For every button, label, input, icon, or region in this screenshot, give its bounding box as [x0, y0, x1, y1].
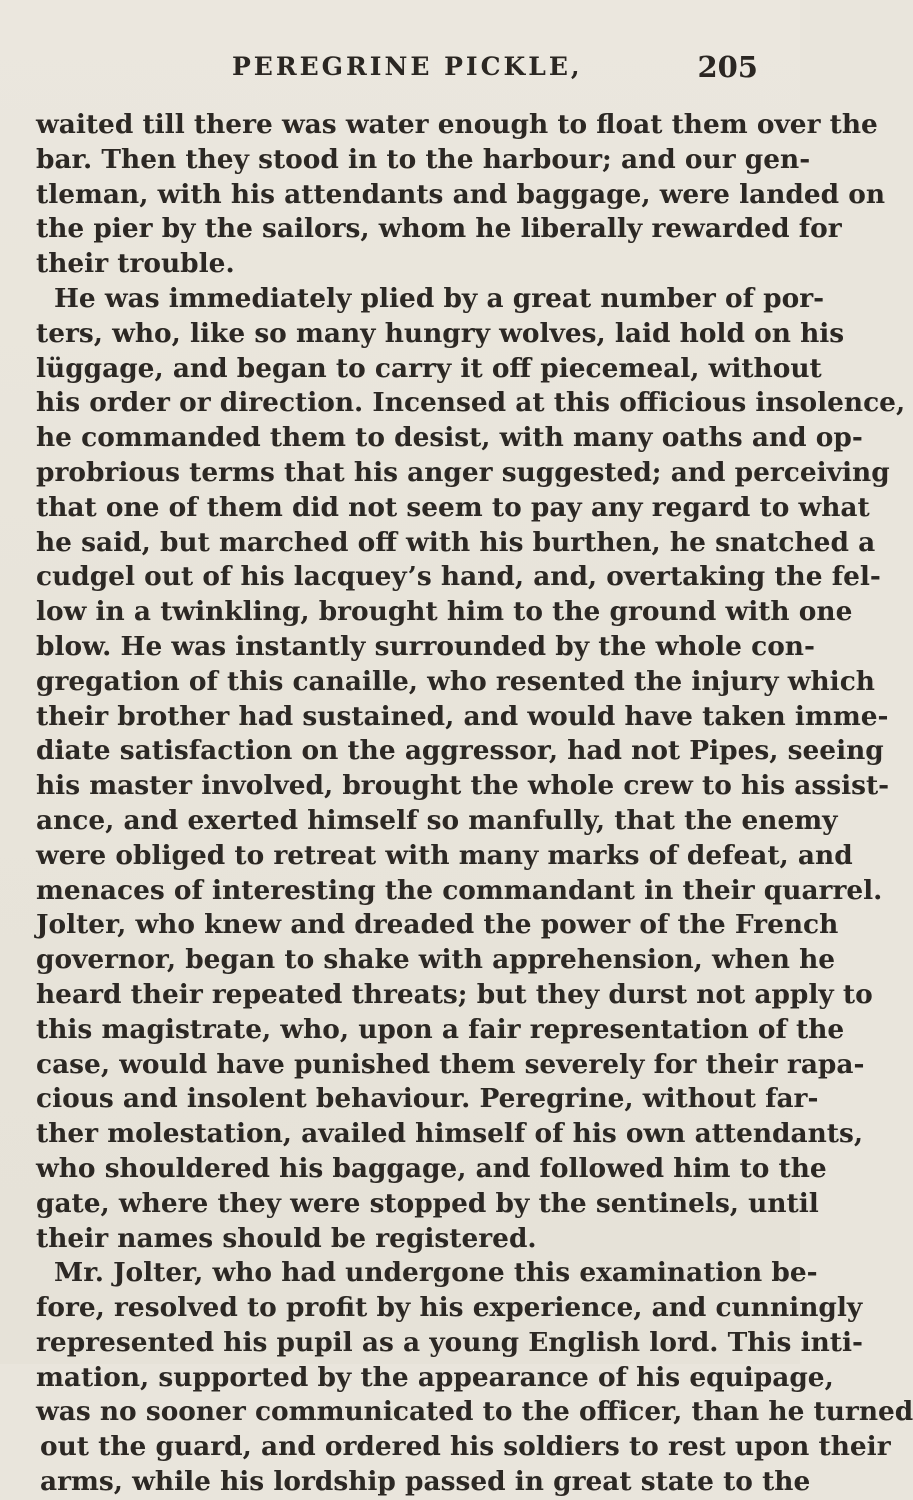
text-line: arms, while his lordship passed in great state to the [40, 1466, 811, 1498]
text-line: cious and insolent behaviour. Peregrine, without far- [36, 1083, 819, 1115]
text-line: represented his pupil as a young English lord. This inti- [36, 1326, 863, 1358]
text-line: case, would have punished them severely for their rapa- [36, 1048, 865, 1080]
text-line: their names should be registered. [36, 1222, 537, 1254]
text-line: that one of them did not seem to pay any regard to what [36, 491, 870, 523]
text-line: low in a twinkling, brought him to the ground with one [36, 596, 853, 628]
text-line: the pier by the sailors, whom he liberally rewarded for [36, 213, 842, 245]
text-line: he said, but marched off with his burthen, he snatched a [36, 526, 876, 558]
text-line: cudgel out of his lacquey’s hand, and, overtaking the fel- [36, 561, 881, 593]
text-line: menaces of interesting the commandant in their quarrel. [36, 874, 883, 906]
text-line: mation, supported by the appearance of his equipage, [36, 1361, 834, 1393]
text-line: probrious terms that his anger suggested; and perceiving [36, 456, 890, 488]
text-line: lüggage, and began to carry it off piecemeal, without [36, 352, 822, 384]
body-text [20, 108, 913, 1500]
text-line: was no sooner communicated to the officer, than he turned [36, 1396, 913, 1428]
text-line: ance, and exerted himself so manfully, that the enemy [36, 804, 838, 836]
text-line: governor, began to shake with apprehension, when he [36, 944, 836, 976]
text-line: fore, resolved to profit by his experience, and cunningly [36, 1292, 863, 1324]
text-line: Jolter, who knew and dreaded the power of the French [36, 909, 839, 941]
text-line: gate, where they were stopped by the sentinels, until [36, 1187, 819, 1219]
page-number: 205 [697, 50, 758, 84]
text-line: gregation of this canaille, who resented the injury which [36, 665, 875, 697]
text-line: heard their repeated threats; but they durst not apply to [36, 978, 873, 1010]
text-line: this magistrate, who, upon a fair representation of the [36, 1013, 845, 1045]
page-header [0, 52, 800, 92]
running-title: PEREGRINE PICKLE, [232, 52, 583, 81]
text-line: his master involved, brought the whole crew to his assist- [36, 770, 890, 802]
text-line: were obliged to retreat with many marks of defeat, and [36, 839, 853, 871]
text-line: waited till there was water enough to float them over the [36, 109, 878, 140]
text-line: their trouble. [36, 248, 235, 280]
text-line: bar. Then they stood in to the harbour; and our gen- [36, 143, 811, 175]
text-line: their brother had sustained, and would have taken imme- [36, 700, 889, 732]
text-line: tleman, with his attendants and baggage, were landed on [36, 178, 886, 210]
text-line: He was immediately plied by a great number of por- [54, 282, 825, 314]
text-line: ther molestation, availed himself of his own attendants, [36, 1118, 864, 1150]
text-line: ters, who, like so many hungry wolves, laid hold on his [36, 317, 845, 349]
text-line: diate satisfaction on the aggressor, had not Pipes, seeing [36, 735, 884, 767]
text-line: he commanded them to desist, with many oaths and op- [36, 422, 863, 454]
text-line: blow. He was instantly surrounded by the whole con- [36, 630, 815, 662]
text-line: Mr. Jolter, who had undergone this examination be- [54, 1257, 818, 1289]
text-line: out the guard, and ordered his soldiers to rest upon their [40, 1431, 891, 1463]
text-line: his order or direction. Incensed at this officious insolence, [36, 387, 906, 419]
text-line: who shouldered his baggage, and followed him to the [36, 1152, 827, 1184]
